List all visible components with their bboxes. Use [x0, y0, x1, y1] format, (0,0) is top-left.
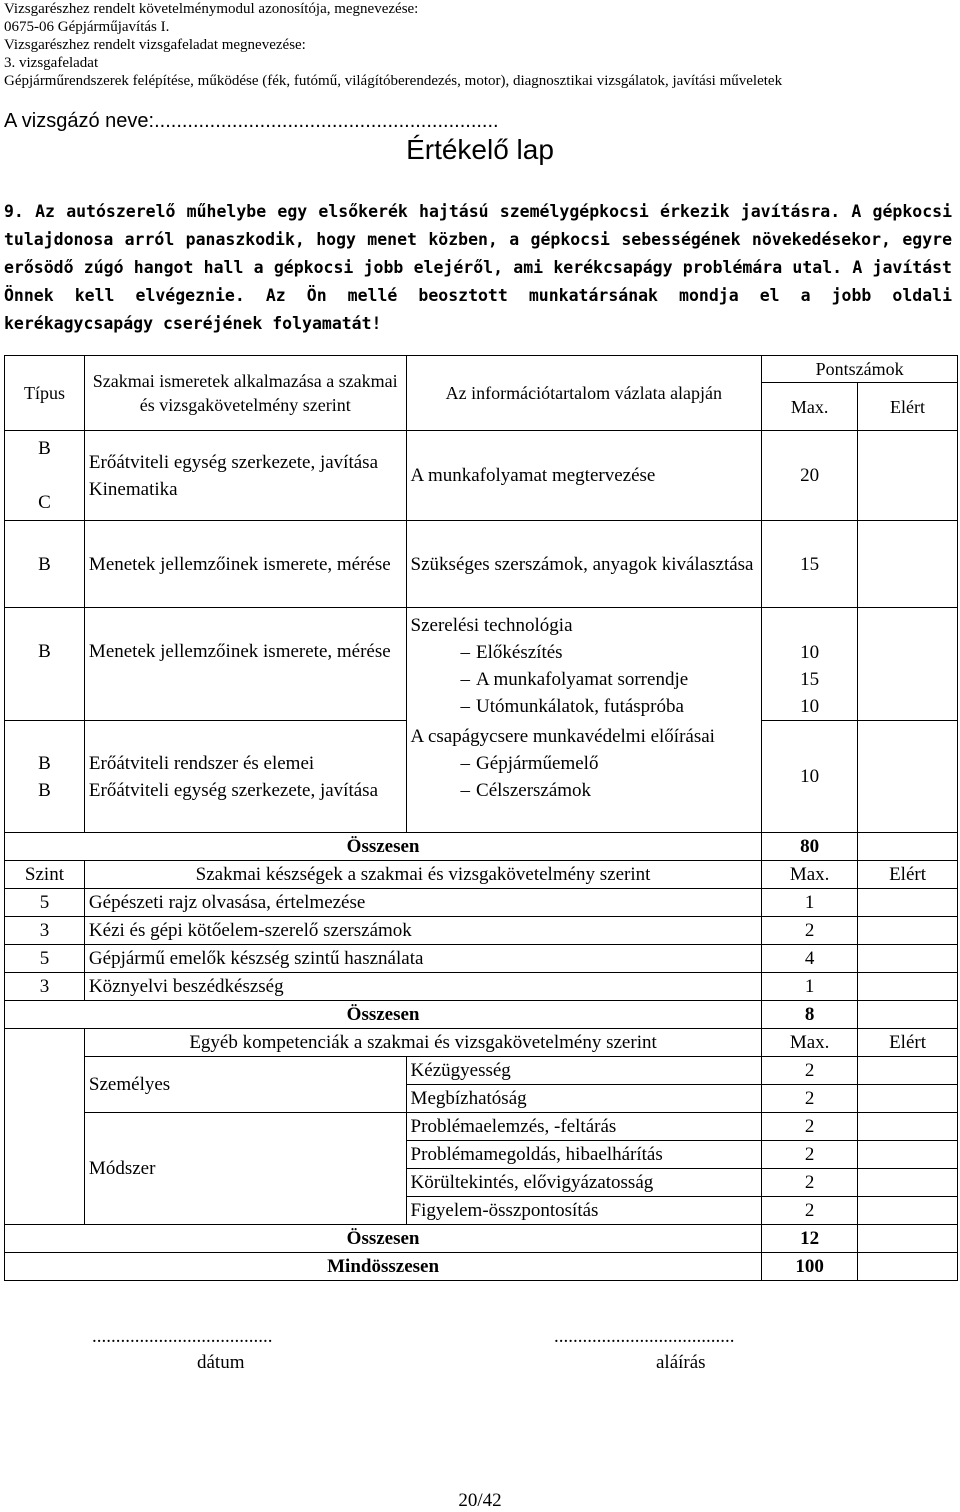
- col-header-info: Az információtartalom vázlata alapján: [406, 356, 762, 431]
- skill-row: [5, 945, 958, 973]
- type-code: C: [38, 492, 51, 513]
- col-header-elert: Elért: [858, 1029, 958, 1057]
- candidate-name-line: A vizsgázó neve:..............................................................: [4, 110, 499, 132]
- signature-label: aláírás: [656, 1352, 706, 1373]
- info-subitem: – Célszerszámok: [411, 777, 758, 804]
- competency-max: 2: [762, 1141, 858, 1169]
- competencies-header: Egyéb kompetenciák a szakmai és vizsgakövetelmény szerint: [84, 1029, 761, 1057]
- col-header-max: Max.: [762, 861, 858, 889]
- info-subitem: – A munkafolyamat sorrendje: [411, 666, 758, 693]
- knowledge-cell: Menetek jellemzőinek ismerete, mérése: [84, 608, 406, 721]
- competency-max: 2: [762, 1113, 858, 1141]
- max-value: 10: [800, 696, 820, 717]
- date-label: dátum: [197, 1352, 245, 1373]
- empty-cell: [5, 1057, 85, 1225]
- competency-achieved: [858, 1169, 958, 1197]
- subtotal-label: Összesen: [5, 833, 762, 861]
- type-code: B: [38, 779, 51, 801]
- competency-achieved: [858, 1113, 958, 1141]
- subtotal-label: Összesen: [5, 1001, 762, 1029]
- knowledge-text: Erőátviteli rendszer és elemei: [88, 752, 315, 774]
- competency-text: Problémaelemzés, -feltárás: [406, 1113, 762, 1141]
- skill-row: [5, 917, 958, 945]
- type-cell: [5, 721, 85, 833]
- max-points: [762, 608, 858, 721]
- subtotal-max: 8: [762, 1001, 858, 1029]
- header-line: Gépjárműrendszerek felépítése, működése (fék, futómű, világítóberendezés, motor), diagnosztikai vizsgálatok, javítási műveletek: [4, 73, 783, 89]
- competency-group: Személyes: [84, 1057, 406, 1113]
- competency-max: 2: [762, 1169, 858, 1197]
- empty-cell: [5, 1029, 85, 1057]
- skill-text: Gépjármű emelők készség szintű használata: [84, 945, 761, 973]
- knowledge-text: Erőátviteli egység szerkezete, javítása: [88, 779, 379, 801]
- skill-text: Köznyelvi beszédkészség: [84, 973, 761, 1001]
- skill-level: 5: [5, 889, 85, 917]
- header-line: 3. vizsgafeladat: [4, 55, 99, 71]
- info-text: A csapágycsere munkavédelmi előírásai: [410, 725, 715, 747]
- knowledge-cell: [84, 431, 406, 521]
- competency-achieved: [858, 1057, 958, 1085]
- skill-text: Kézi és gépi kötőelem-szerelő szerszámok: [84, 917, 761, 945]
- skill-achieved: [858, 945, 958, 973]
- competency-group: Módszer: [84, 1113, 406, 1225]
- type-code: B: [38, 438, 51, 459]
- skill-achieved: [858, 889, 958, 917]
- task-description: [4, 198, 952, 338]
- competency-text: Kézügyesség: [406, 1057, 762, 1085]
- knowledge-cell: [84, 721, 406, 833]
- competency-text: Megbízhatóság: [406, 1085, 762, 1113]
- skill-achieved: [858, 917, 958, 945]
- skill-row: [5, 889, 958, 917]
- subtotal-max: 12: [762, 1225, 858, 1253]
- grand-total-max: 100: [762, 1253, 858, 1281]
- col-header-max: Max.: [762, 1029, 858, 1057]
- info-cell: Szükséges szerszámok, anyagok kiválasztása: [406, 521, 762, 608]
- evaluation-table: [4, 355, 958, 1281]
- page-number: 20/42: [458, 1490, 502, 1511]
- info-cell: A munkafolyamat megtervezése: [406, 431, 762, 521]
- skill-achieved: [858, 973, 958, 1001]
- type-cell: [5, 431, 85, 521]
- knowledge-text: Erőátviteli egység szerkezete, javítása: [88, 451, 379, 473]
- grand-total-achieved: [858, 1253, 958, 1281]
- task-paragraph: 9. Az autószerelő műhelybe egy elsőkerék hajtású személygépkocsi érkezik javításra. A gépkocsi tulajdonosa arról panaszkodik, hogy menet közben, a gépkocsi sebességének növekedésekor, egyre erősödő zúgó hangot hall a gépkocsi jobb elejéről, ami kerékcsapágy problémára utal. A javítást Önnek kell elvégeznie. Az Ön mellé beosztott munkatársának mondja el a jobb oldali kerékagycsapágy cseréjének folyamatát!: [4, 202, 952, 333]
- competency-max: 2: [762, 1197, 858, 1225]
- type-code: B: [38, 752, 51, 774]
- competency-text: Problémamegoldás, hibaelhárítás: [406, 1141, 762, 1169]
- signature-line: ......................................: [554, 1326, 735, 1347]
- col-header-elert: Elért: [858, 383, 958, 431]
- max-points: 20: [762, 431, 858, 521]
- competency-max: 2: [762, 1085, 858, 1113]
- achieved-points: [858, 608, 958, 721]
- header-line: Vizsgarészhez rendelt követelménymodul azonosítója, megnevezése:: [4, 1, 419, 17]
- skill-level: 5: [5, 945, 85, 973]
- competency-max: 2: [762, 1057, 858, 1085]
- subtotal-achieved: [858, 1001, 958, 1029]
- knowledge-cell: Menetek jellemzőinek ismerete, mérése: [84, 521, 406, 608]
- subtotal-max: 80: [762, 833, 858, 861]
- col-header-max: Max.: [762, 383, 858, 431]
- subtotal-label: Összesen: [5, 1225, 762, 1253]
- achieved-points: [858, 431, 958, 521]
- type-cell: B: [5, 608, 85, 721]
- col-header-tipus: Típus: [5, 356, 85, 431]
- knowledge-text: Kinematika: [88, 478, 178, 500]
- info-subitem: – Előkészítés: [411, 639, 758, 666]
- competency-achieved: [858, 1085, 958, 1113]
- skill-max: 1: [762, 973, 858, 1001]
- header-line: 0675-06 Gépjárműjavítás I.: [4, 19, 170, 35]
- col-header-szint: Szint: [5, 861, 85, 889]
- grand-total-label: Mindösszesen: [5, 1253, 762, 1281]
- skill-level: 3: [5, 973, 85, 1001]
- achieved-points: [858, 721, 958, 833]
- max-points: 15: [762, 521, 858, 608]
- max-value: 15: [800, 669, 820, 690]
- max-points: 10: [762, 721, 858, 833]
- page-title: Értékelő lap: [406, 134, 554, 165]
- info-subitem: – Utómunkálatok, futáspróba: [411, 693, 758, 720]
- info-cell: [406, 721, 762, 833]
- type-cell: B: [5, 521, 85, 608]
- skills-header: Szakmai készségek a szakmai és vizsgakövetelmény szerint: [84, 861, 761, 889]
- skill-max: 4: [762, 945, 858, 973]
- info-subitem: – Gépjárműemelő: [411, 750, 758, 777]
- competency-text: Körültekintés, elővigyázatosság: [406, 1169, 762, 1197]
- competency-achieved: [858, 1141, 958, 1169]
- skill-max: 1: [762, 889, 858, 917]
- subtotal-achieved: [858, 833, 958, 861]
- achieved-points: [858, 521, 958, 608]
- document-header: [4, 0, 782, 90]
- info-text: Szerelési technológia: [410, 615, 573, 636]
- subtotal-achieved: [858, 1225, 958, 1253]
- max-value: 10: [800, 642, 820, 663]
- date-signature-line: ......................................: [92, 1326, 273, 1347]
- skill-text: Gépészeti rajz olvasása, értelmezése: [84, 889, 761, 917]
- skill-level: 3: [5, 917, 85, 945]
- col-header-pontszamok: Pontszámok: [762, 356, 958, 383]
- skill-row: [5, 973, 958, 1001]
- competency-text: Figyelem-összpontosítás: [406, 1197, 762, 1225]
- info-cell: [406, 608, 762, 721]
- col-header-szakmai: Szakmai ismeretek alkalmazása a szakmai és vizsgakövetelmény szerint: [84, 356, 406, 431]
- header-line: Vizsgarészhez rendelt vizsgafeladat megnevezése:: [4, 37, 306, 53]
- skill-max: 2: [762, 917, 858, 945]
- col-header-elert: Elért: [858, 861, 958, 889]
- competency-achieved: [858, 1197, 958, 1225]
